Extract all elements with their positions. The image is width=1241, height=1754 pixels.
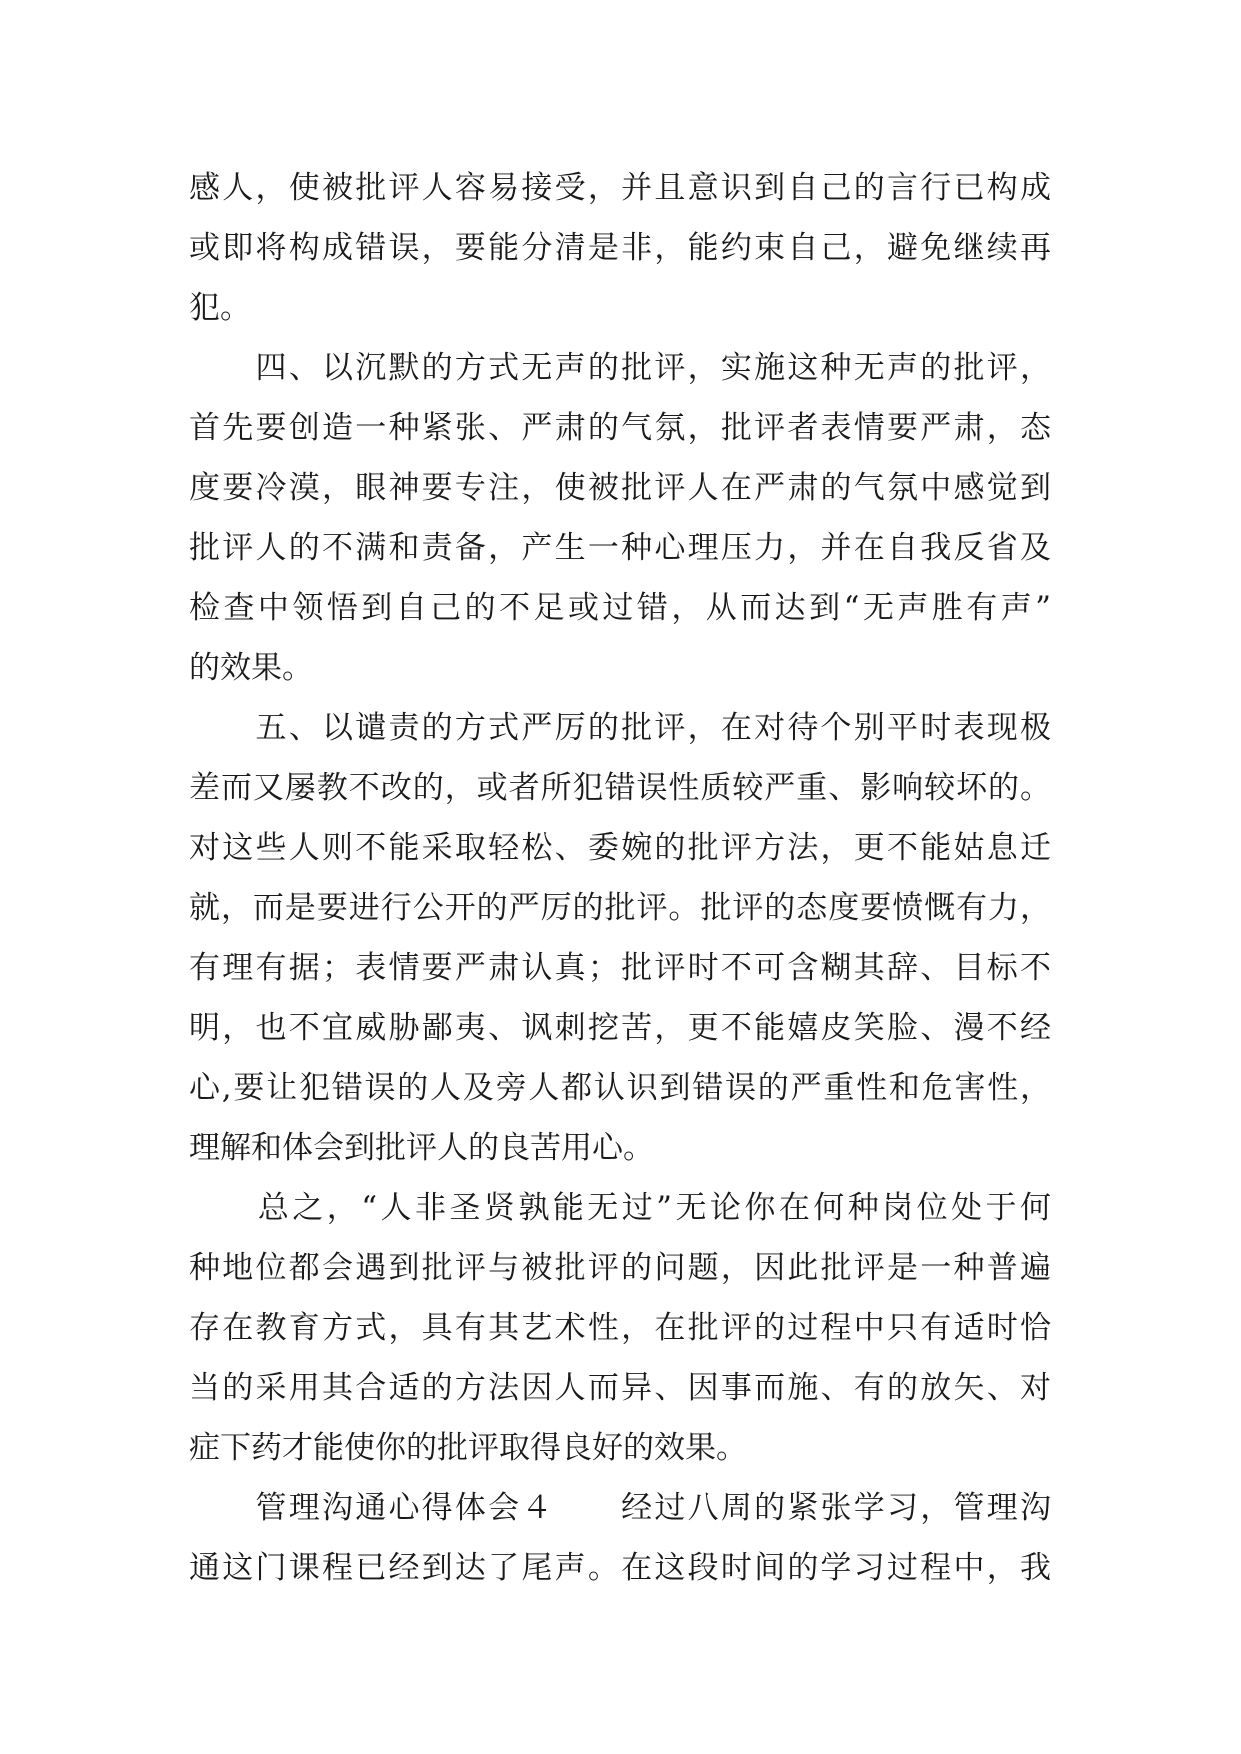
text-line: 当的采用其合适的方法因人而异、因事而施、有的放矢、对: [189, 1370, 1051, 1406]
text-line: 就，而是要进行公开的严厉的批评。批评的态度要愤慨有力，: [189, 890, 1051, 926]
text-line: 度要冷漠，眼神要专注，使被批评人在严肃的气氛中感觉到: [189, 470, 1051, 506]
text-line: 检查中领悟到自己的不足或过错，从而达到“无声胜有声”: [189, 590, 1051, 626]
text-line: 四、以沉默的方式无声的批评，实施这种无声的批评，: [189, 350, 1051, 386]
text-line: 五、以谴责的方式严厉的批评，在对待个别平时表现极: [189, 710, 1051, 746]
text-line: 或即将构成错误，要能分清是非，能约束自己，避免继续再: [189, 230, 1051, 266]
text-line: 种地位都会遇到批评与被批评的问题，因此批评是一种普遍: [189, 1250, 1051, 1286]
text-line: 对这些人则不能采取轻松、委婉的批评方法，更不能姑息迁: [189, 830, 1051, 866]
text-line: 的效果。: [189, 650, 313, 686]
text-line: 差而又屡教不改的，或者所犯错误性质较严重、影响较坏的。: [189, 770, 1051, 806]
body-text: [189, 158, 1051, 1598]
text-line: 存在教育方式，具有其艺术性，在批评的过程中只有适时恰: [189, 1310, 1051, 1346]
text-line: 管理沟通心得体会４ 经过八周的紧张学习，管理沟: [189, 1490, 1051, 1526]
text-line: 理解和体会到批评人的良苦用心。: [189, 1130, 654, 1166]
text-line: 犯。: [189, 290, 251, 326]
text-line: 总之，“人非圣贤孰能无过”无论你在何种岗位处于何: [189, 1190, 1051, 1226]
text-line: 批评人的不满和责备，产生一种心理压力，并在自我反省及: [189, 530, 1051, 566]
text-line: 感人，使被批评人容易接受，并且意识到自己的言行已构成: [189, 170, 1051, 206]
text-line: 首先要创造一种紧张、严肃的气氛，批评者表情要严肃，态: [189, 410, 1051, 446]
text-line: 明，也不宜威胁鄙夷、讽刺挖苦，更不能嬉皮笑脸、漫不经: [189, 1010, 1051, 1046]
text-line: 有理有据；表情要严肃认真；批评时不可含糊其辞、目标不: [189, 950, 1051, 986]
text-line: 症下药才能使你的批评取得良好的效果。: [189, 1430, 747, 1466]
text-line: 心,要让犯错误的人及旁人都认识到错误的严重性和危害性，: [189, 1070, 1051, 1106]
text-line: 通这门课程已经到达了尾声。在这段时间的学习过程中，我: [189, 1550, 1051, 1586]
